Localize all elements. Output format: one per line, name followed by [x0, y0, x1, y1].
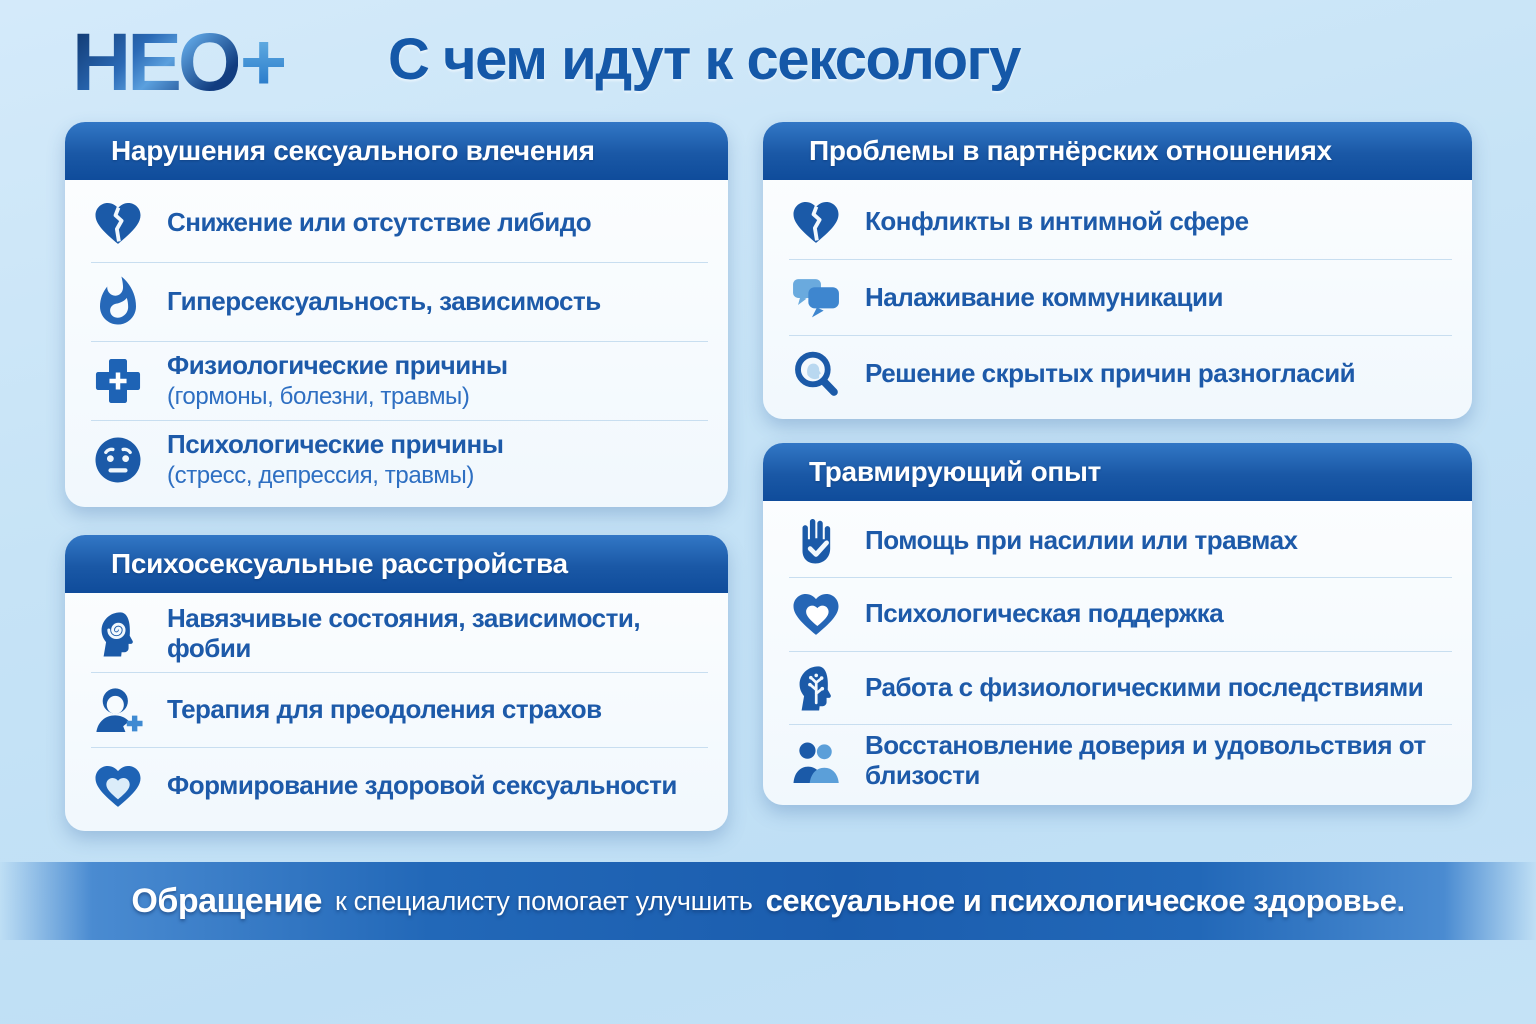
item-label: Гиперсексуальность, зависимость [167, 286, 601, 317]
broken-heart-icon [789, 195, 843, 249]
list-item [789, 577, 1452, 650]
item-label: Терапия для преодоления страхов [167, 694, 602, 725]
list-item [789, 651, 1452, 724]
item-label: Снижение или отсутствие либидо [167, 207, 592, 238]
card-psychosexual-disorders [65, 535, 728, 831]
list-item [789, 259, 1452, 335]
item-label: Налаживание коммуникации [865, 281, 1224, 312]
list-item [91, 672, 708, 748]
list-item [789, 724, 1452, 797]
list-item [91, 341, 708, 420]
card-body [763, 180, 1472, 419]
card-title: Нарушения сексуального влечения [65, 122, 728, 180]
card-body [65, 180, 728, 507]
therapist-icon [91, 683, 145, 737]
page-title: С чем идут к сексологу [388, 27, 1020, 92]
item-sublabel: (гормоны, болезни, травмы) [167, 383, 470, 411]
logo-plus-icon: + [239, 17, 284, 108]
card-title: Проблемы в партнёрских отношениях [763, 122, 1472, 180]
banner-emphasis-text: сексуальное и психологическое здоровье. [765, 883, 1405, 918]
card-traumatic-experience [763, 443, 1472, 805]
magnifier-head-icon [789, 347, 843, 401]
sad-face-icon [91, 433, 145, 487]
banner-lead-text: Обращение [131, 881, 322, 920]
item-label: Помощь при насилии или травмах [865, 525, 1298, 556]
card-body [65, 593, 728, 831]
list-item [91, 747, 708, 823]
banner-middle-text: к специалисту помогает улучшить [334, 885, 753, 916]
list-item [789, 505, 1452, 577]
card-body [763, 501, 1472, 805]
stop-hand-icon [789, 514, 843, 568]
item-label: Работа с физиологическими последствиями [865, 671, 1424, 702]
list-item [91, 597, 708, 672]
footer-banner [0, 862, 1536, 940]
item-label: Восстановление доверия и удовольствия от близости [865, 729, 1426, 790]
item-label: Психологическая поддержка [865, 598, 1224, 629]
obsessive-head-icon [91, 607, 145, 661]
item-sublabel: (стресс, депрессия, травмы) [167, 462, 474, 490]
item-label: Навязчивые состояния, зависимости, фобии [167, 603, 641, 664]
support-heart-icon [789, 587, 843, 641]
card-title: Травмирующий опыт [763, 443, 1472, 501]
card-desire-disorders [65, 122, 728, 507]
card-partner-relationships [763, 122, 1472, 419]
medical-cross-icon [91, 354, 145, 408]
list-item [789, 335, 1452, 411]
item-label: Решение скрытых причин разногласий [865, 357, 1356, 388]
couple-icon [789, 734, 843, 788]
list-item [91, 262, 708, 341]
list-item [789, 184, 1452, 259]
neo-plus-logo [72, 17, 284, 108]
logo-text: НЕО [72, 17, 238, 108]
chat-bubbles-icon [789, 271, 843, 325]
item-label: Формирование здоровой сексуальности [167, 769, 677, 800]
item-label: Физиологические причины [167, 349, 508, 380]
item-label: Психологические причины [167, 428, 504, 459]
list-item [91, 420, 708, 499]
broken-heart-icon [91, 196, 145, 250]
card-title: Психосексуальные расстройства [65, 535, 728, 593]
healthy-heart-icon [91, 759, 145, 813]
list-item [91, 184, 708, 262]
mind-tree-icon [789, 661, 843, 715]
item-label: Конфликты в интимной сфере [865, 205, 1249, 236]
flame-icon [91, 275, 145, 329]
